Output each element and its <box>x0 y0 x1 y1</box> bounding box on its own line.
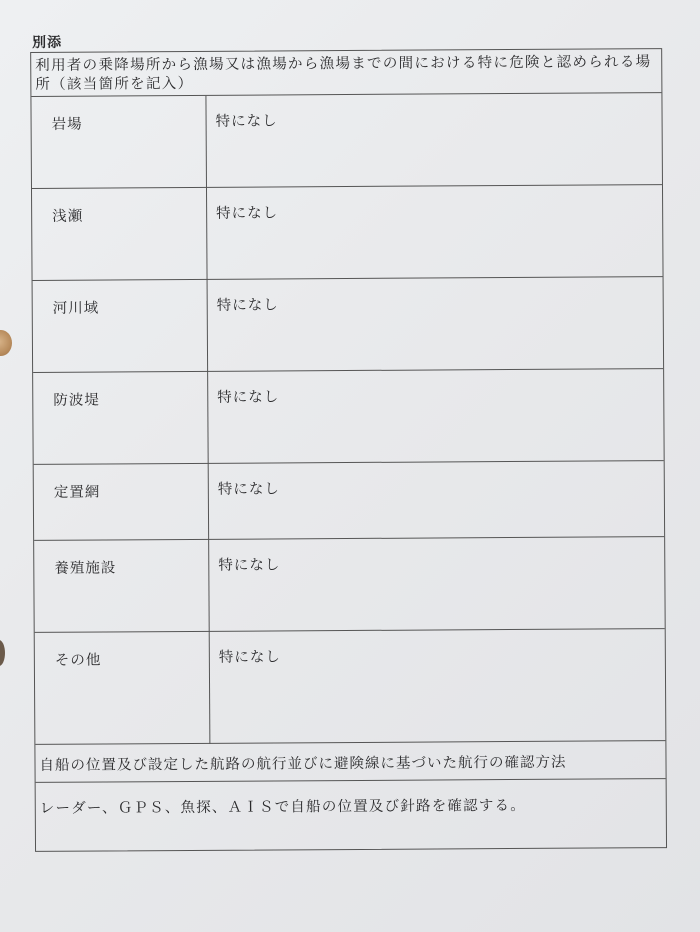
row-value: 特になし <box>218 649 281 666</box>
table-row <box>33 277 664 373</box>
row-label: 定置網 <box>53 484 101 501</box>
punch-hole <box>0 330 12 356</box>
table-row <box>32 185 663 281</box>
row-value: 特になし <box>218 557 281 574</box>
method-value: レーダー、ＧＰＳ、魚探、ＡＩＳで自船の位置及び針路を確認する。 <box>39 797 526 817</box>
row-value: 特になし <box>216 205 279 222</box>
hazard-header-cell <box>31 49 661 97</box>
row-value: 特になし <box>216 297 279 314</box>
attachment-heading: 別添 <box>32 34 63 51</box>
row-label: 岩場 <box>51 116 83 133</box>
row-label: 浅瀬 <box>52 208 84 225</box>
row-label: 河川域 <box>52 300 100 317</box>
form-table <box>30 48 667 852</box>
row-value: 特になし <box>215 113 278 130</box>
table-row <box>35 629 666 745</box>
method-title: 自船の位置及び設定した航路の航行並びに避険線に基づいた航行の確認方法 <box>35 741 665 783</box>
row-label: その他 <box>54 652 102 669</box>
table-row <box>34 461 664 541</box>
hazard-header-line1: 利用者の乗降場所から漁場又は漁場から漁場までの間における特に危険と認められる場 <box>35 54 652 74</box>
form-document <box>22 22 677 858</box>
table-row <box>34 537 665 633</box>
row-value: 特になし <box>217 389 280 406</box>
table-row <box>33 369 664 465</box>
punch-hole <box>0 640 5 666</box>
row-value: 特になし <box>217 481 280 498</box>
row-label: 養殖施設 <box>54 560 117 577</box>
hazard-header-line2: 所（該当箇所を記入） <box>35 75 194 93</box>
table-row <box>31 93 662 189</box>
row-label: 防波堤 <box>53 392 100 409</box>
